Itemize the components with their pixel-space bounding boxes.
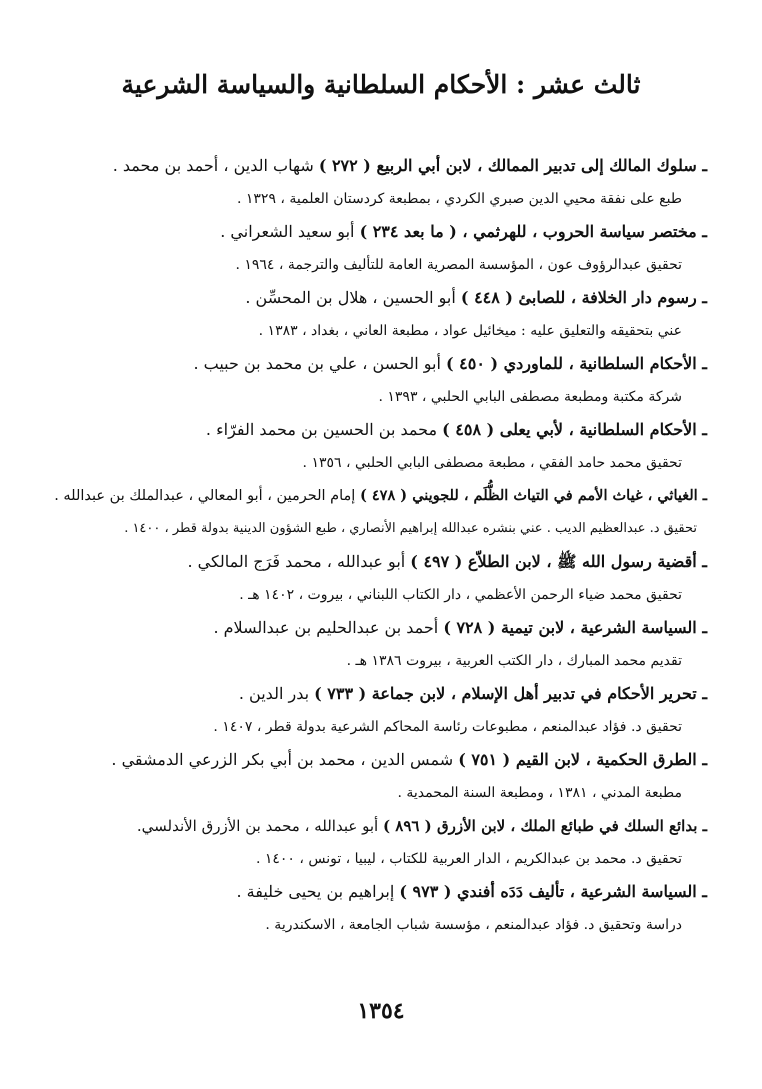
entry-title: ـ سلوك المالك إلى تدبير الممالك ، لابن أبي الربيع ( ٢٧٢ ) bbox=[318, 156, 707, 175]
entry-publication: تقديم محمد المبارك ، دار الكتب العربية ، بيروت ١٣٨٦ هـ . bbox=[346, 653, 682, 669]
entry-heading bbox=[37, 486, 707, 506]
list-item bbox=[37, 750, 707, 803]
entry-title: ـ مختصر سياسة الحروب ، للهرثمي ، ( ما بعد ٢٣٤ ) bbox=[359, 222, 707, 241]
entry-title: ـ الأحكام السلطانية ، لأبي يعلى ( ٤٥٨ ) bbox=[442, 420, 707, 439]
entry-author: أبو الحسن ، علي بن محمد بن حبيب . bbox=[193, 354, 446, 373]
list-item bbox=[37, 816, 707, 869]
entry-title: ـ السياسة الشرعية ، لابن تيمية ( ٧٢٨ ) bbox=[443, 618, 707, 637]
entry-publication: دراسة وتحقيق د. فؤاد عبدالمنعم ، مؤسسة شباب الجامعة ، الاسكندرية . bbox=[265, 917, 682, 933]
entry-author: إمام الحرمين ، أبو المعالي ، عبدالملك بن عبدالله . bbox=[54, 488, 360, 504]
list-item bbox=[37, 882, 707, 935]
list-item bbox=[37, 486, 707, 539]
entry-title: ـ رسوم دار الخلافة ، للصابئ ( ٤٤٨ ) bbox=[460, 288, 707, 307]
entry-heading bbox=[37, 882, 707, 902]
entry-author: أحمد بن عبدالحليم بن عبدالسلام . bbox=[213, 618, 444, 637]
entry-heading bbox=[37, 156, 707, 176]
entry-publication: عني بتحقيقه والتعليق عليه : ميخائيل عواد ، مطبعة العاني ، بغداد ، ١٣٨٣ . bbox=[258, 323, 682, 339]
entry-publication: شركة مكتبة ومطبعة مصطفى البابي الحلبي ، ١٣٩٣ . bbox=[378, 389, 682, 405]
entry-publication: تحقيق محمد ضياء الرحمن الأعظمي ، دار الكتاب اللبناني ، بيروت ، ١٤٠٢ هـ . bbox=[239, 587, 682, 603]
entry-author: إبراهيم بن يحيى خليفة . bbox=[236, 882, 400, 901]
bibliography-list bbox=[37, 156, 707, 948]
entry-title: ـ أقضية رسول الله ﷺ ، لابن الطلاّع ( ٤٩٧ ) bbox=[410, 552, 707, 571]
page-number: ١٣٥٤ bbox=[357, 998, 405, 1024]
entry-heading bbox=[37, 684, 707, 704]
entry-heading bbox=[37, 420, 707, 440]
entry-title: ـ الغياثي ، غياث الأمم في التياث الظُّلَم ، للجويني ( ٤٧٨ ) bbox=[359, 487, 707, 504]
entry-author: أبو عبدالله ، محمد فَرَج المالكي . bbox=[187, 552, 411, 571]
entry-publication: طبع على نفقة محيي الدين صبري الكردي ، بمطبعة كردستان العلمية ، ١٣٢٩ . bbox=[236, 191, 682, 207]
entry-heading bbox=[37, 618, 707, 638]
entry-publication: تحقيق د. محمد بن عبدالكريم ، الدار العربية للكتاب ، ليبيا ، تونس ، ١٤٠٠ . bbox=[255, 851, 682, 867]
list-item bbox=[37, 618, 707, 671]
entry-author: أبو عبدالله ، محمد بن الأزرق الأندلسي. bbox=[136, 817, 383, 835]
entry-heading bbox=[37, 288, 707, 308]
entry-publication: تحقيق محمد حامد الفقي ، مطبعة مصطفى البابي الحلبي ، ١٣٥٦ . bbox=[302, 455, 682, 471]
list-item bbox=[37, 420, 707, 473]
list-item bbox=[37, 288, 707, 341]
entry-title: ـ الطرق الحكمية ، لابن القيم ( ٧٥١ ) bbox=[458, 750, 707, 769]
page-title: ثالث عشر : الأحكام السلطانية والسياسة الشرعية bbox=[121, 70, 641, 99]
list-item bbox=[37, 222, 707, 275]
entry-author: أبو سعيد الشعراني . bbox=[220, 222, 360, 241]
entry-heading bbox=[37, 354, 707, 374]
list-item bbox=[37, 156, 707, 209]
entry-title: ـ السياسة الشرعية ، تأليف دَدَه أفندي ( ٩٧٣ ) bbox=[399, 882, 707, 901]
entry-author: شهاب الدين ، أحمد بن محمد . bbox=[112, 156, 319, 175]
entry-title: ـ بدائع السلك في طبائع الملك ، لابن الأزرق ( ٨٩٦ ) bbox=[382, 817, 707, 835]
entry-author: أبو الحسين ، هلال بن المحسِّن . bbox=[245, 288, 461, 307]
entry-heading bbox=[37, 816, 707, 836]
entry-publication: مطبعة المدني ، ١٣٨١ ، ومطبعة السنة المحمدية . bbox=[397, 785, 682, 801]
entry-title: ـ الأحكام السلطانية ، للماوردي ( ٤٥٠ ) bbox=[446, 354, 707, 373]
list-item bbox=[37, 354, 707, 407]
list-item bbox=[37, 684, 707, 737]
entry-heading bbox=[37, 222, 707, 242]
entry-heading bbox=[37, 750, 707, 770]
entry-author: شمس الدين ، محمد بن أبي بكر الزرعي الدمشقي . bbox=[111, 750, 459, 769]
entry-publication: تحقيق عبدالرؤوف عون ، المؤسسة المصرية العامة للتأليف والترجمة ، ١٩٦٤ . bbox=[235, 257, 682, 273]
entry-publication: تحقيق د. عبدالعظيم الديب . عني بنشره عبدالله إبراهيم الأنصاري ، طبع الشؤون الدينية بدولة قطر ، ١٤٠٠ . bbox=[124, 521, 697, 536]
list-item bbox=[37, 552, 707, 605]
entry-author: بدر الدين . bbox=[238, 684, 315, 703]
entry-title: ـ تحرير الأحكام في تدبير أهل الإسلام ، لابن جماعة ( ٧٣٣ ) bbox=[314, 684, 707, 703]
entry-author: محمد بن الحسين بن محمد الفرّاء . bbox=[205, 420, 443, 439]
entry-heading bbox=[37, 552, 707, 572]
entry-publication: تحقيق د. فؤاد عبدالمنعم ، مطبوعات رئاسة المحاكم الشرعية بدولة قطر ، ١٤٠٧ . bbox=[213, 719, 682, 735]
